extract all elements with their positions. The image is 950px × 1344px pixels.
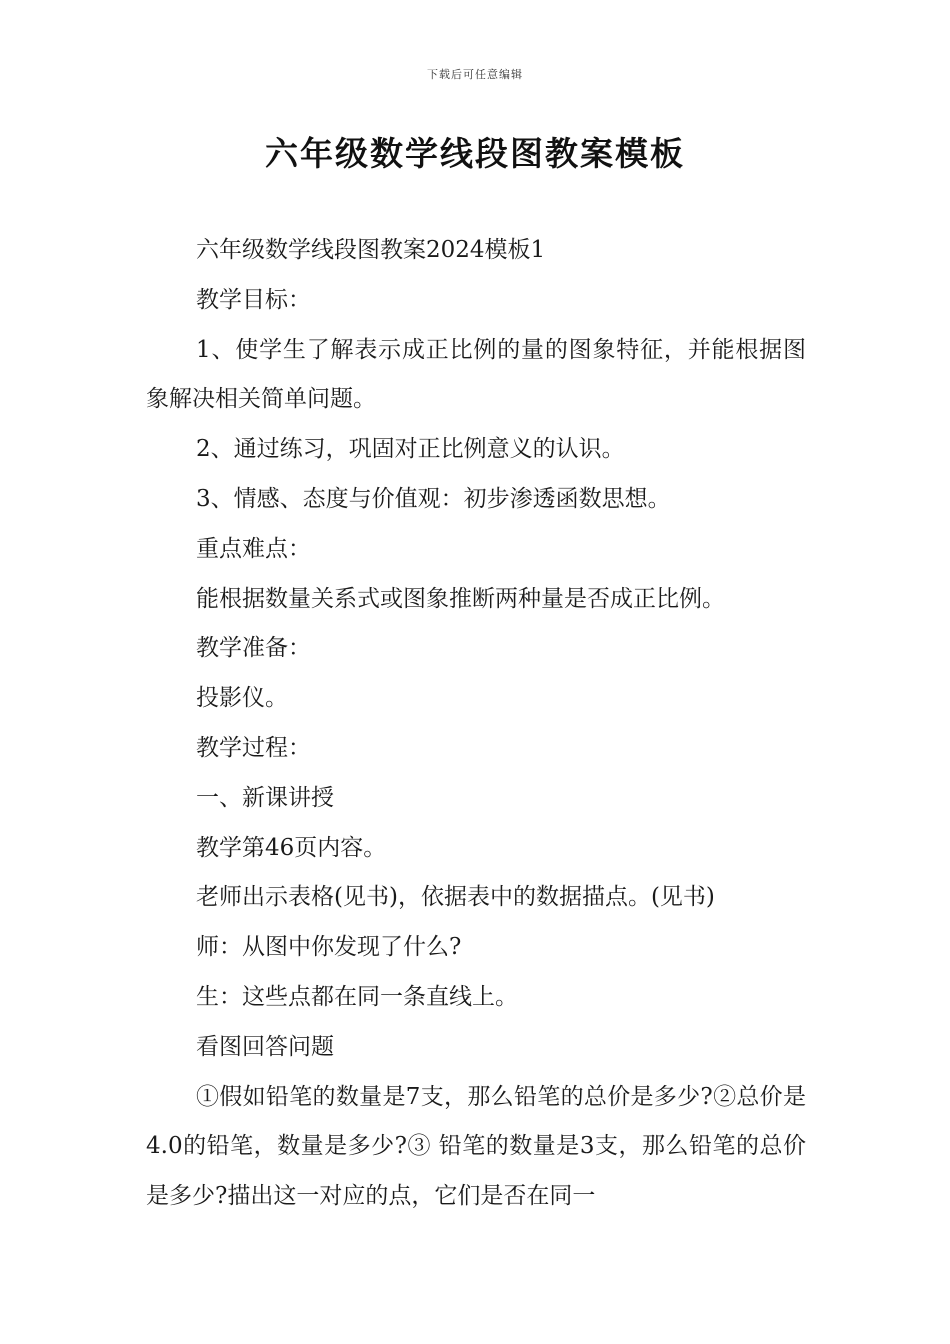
paragraph-objectives-heading: 教学目标：: [196, 286, 311, 313]
paragraph-preparation: 投影仪。: [196, 685, 288, 712]
paragraph-questions: ①假如铅笔的数量是7支，那么铅笔的总价是多少?②总价是4.0的铅笔，数量是多少?③ 铅笔的数量是3支，那么铅笔的总价是多少?描出这一对应的点，它们是否在同一: [146, 1083, 806, 1210]
paragraph-preparation-heading: 教学准备：: [196, 635, 311, 662]
paragraph-subtitle: 六年级数学线段图教案2024模板1: [196, 237, 546, 263]
paragraph-keypoints: 能根据数量关系式或图象推断两种量是否成正比例。: [196, 585, 725, 612]
document-body: [146, 226, 806, 1222]
paragraph-section-1: 一、新课讲授: [196, 784, 334, 811]
paragraph-objective-2: 2、通过练习，巩固对正比例意义的认识。: [196, 436, 625, 463]
paragraph-teacher-question: 师：从图中你发现了什么?: [196, 934, 462, 961]
header-note: 下载后可任意编辑: [427, 68, 523, 81]
paragraph-student-answer: 生：这些点都在同一条直线上。: [196, 983, 518, 1010]
paragraph-page-content: 教学第46页内容。: [196, 834, 387, 861]
paragraph-process-heading: 教学过程：: [196, 734, 311, 761]
document-title: 六年级数学线段图教案模板: [265, 134, 685, 173]
paragraph-keypoints-heading: 重点难点：: [196, 535, 311, 562]
paragraph-objective-1: 1、使学生了解表示成正比例的量的图象特征，并能根据图象解决相关简单问题。: [146, 336, 806, 413]
paragraph-table: 老师出示表格(见书)，依据表中的数据描点。(见书): [196, 884, 715, 911]
paragraph-objective-3: 3、情感、态度与价值观：初步渗透函数思想。: [196, 485, 671, 512]
paragraph-answer-heading: 看图回答问题: [196, 1033, 334, 1060]
